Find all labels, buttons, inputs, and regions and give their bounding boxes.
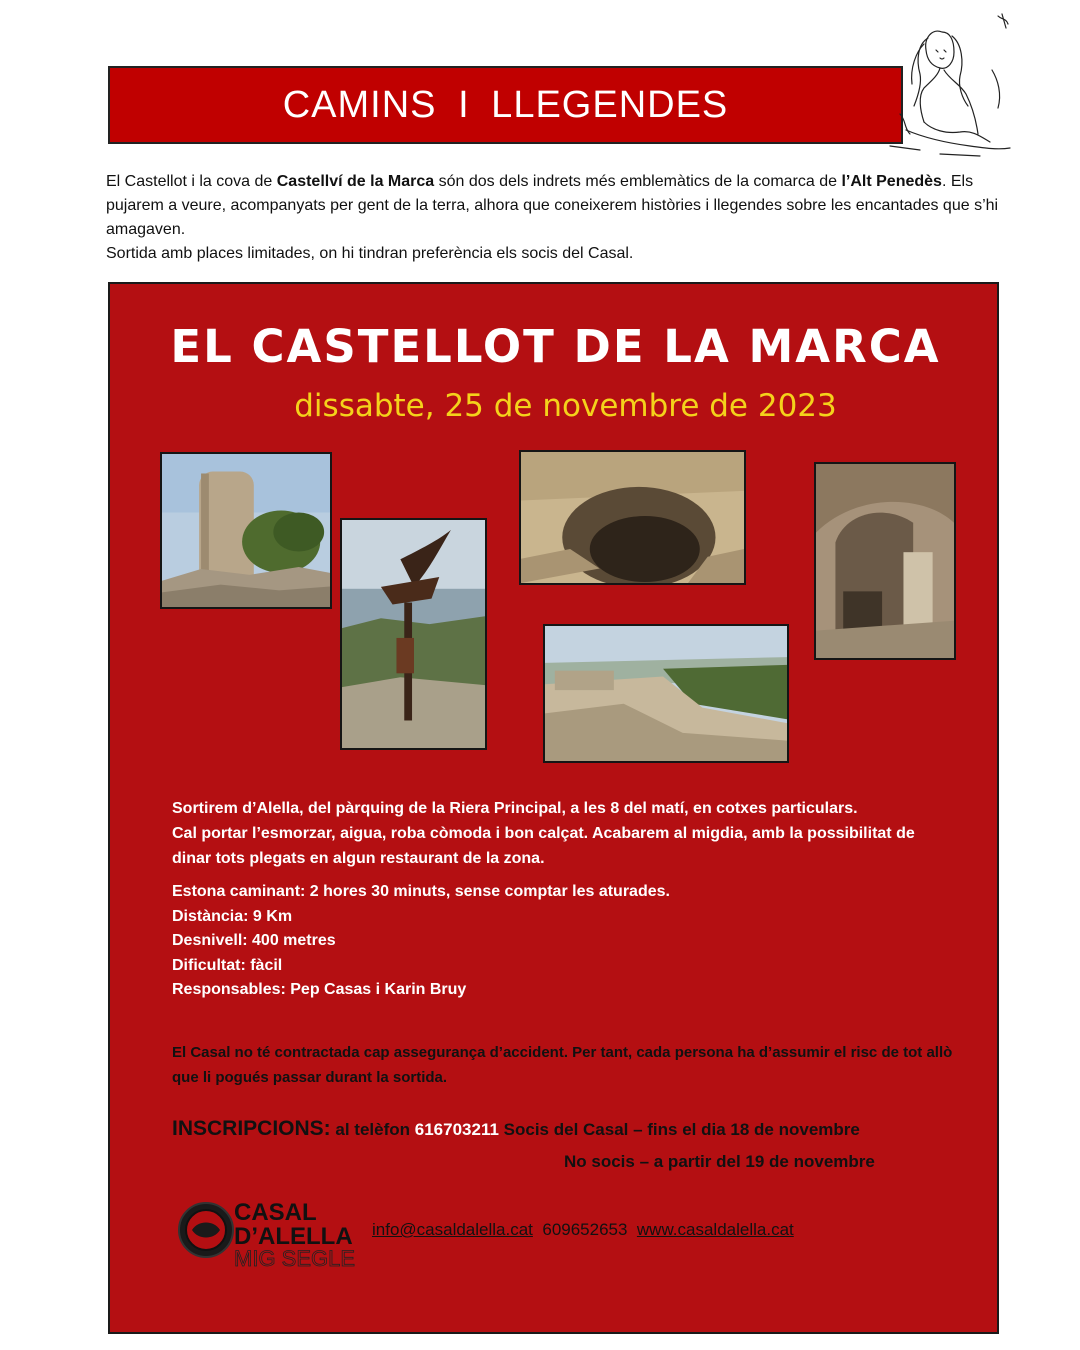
svg-text:MIG SEGLE: MIG SEGLE — [234, 1246, 356, 1270]
inscriptions-non-members: No socis – a partir del 19 de novembre — [564, 1152, 875, 1171]
detail-distance: Distància: 9 Km — [172, 907, 293, 925]
contact-email-link[interactable]: info@casaldalella.cat — [372, 1220, 533, 1239]
photo-interior — [814, 462, 956, 660]
excursion-stats — [172, 880, 962, 1003]
svg-text:D’ALELLA: D’ALELLA — [234, 1223, 353, 1250]
inscriptions-line: INSCRIPCIONS: al telèfon 616703211 Socis del Casal – fins el dia 18 de novembre — [172, 1117, 860, 1140]
photo-sculpture — [340, 518, 487, 750]
detail-elevation: Desnivell: 400 metres — [172, 932, 336, 949]
intro-paragraph: El Castellot i la cova de Castellví de la Marca són dos dels indrets més emblemàtics de la comarca de l’Alt Penedès. Els pujarem a veure, acompanyats per gent de la terra, alhora que coneixerem històries i llegendes sobre les encantades que s’hi amagaven. — [106, 173, 999, 238]
inscriptions-phone[interactable]: 616703211 — [414, 1120, 499, 1139]
casal-logo — [176, 1190, 356, 1270]
detail-departure: Sortirem d’Alella, del pàrquing de la Riera Principal, a les 8 del matí, en cotxes particulars. — [172, 800, 858, 817]
detail-lunch: dinar tots plegats en algun restaurant de la zona. — [172, 850, 545, 867]
intro-note: Sortida amb places limitades, on hi tindran preferència els socis del Casal. — [106, 245, 634, 262]
event-poster — [108, 282, 999, 1334]
encantada-sketch-illustration — [880, 10, 1020, 160]
photo-ruins — [543, 624, 789, 763]
header-banner — [108, 66, 903, 144]
contact-info — [372, 1220, 794, 1240]
photo-tower — [160, 452, 332, 609]
excursion-description — [172, 796, 962, 871]
intro-text — [106, 170, 1002, 266]
contact-phone: 609652653 — [542, 1220, 628, 1239]
contact-website-link[interactable]: www.casaldalella.cat — [636, 1220, 794, 1239]
inscriptions-label: INSCRIPCIONS: — [172, 1117, 331, 1140]
event-title: EL CASTELLOT DE LA MARCA — [170, 320, 941, 373]
page-title: CAMINS I LLEGENDES — [282, 83, 729, 126]
insurance-warning: El Casal no té contractada cap assegurança d’accident. Per tant, cada persona ha d’assumir el risc de tot allò que li pogués passar durant la sortida. — [172, 1044, 953, 1086]
detail-walking-time: Estona caminant: 2 hores 30 minuts, sense comptar les aturades. — [172, 883, 670, 900]
inscriptions-members: Socis del Casal – fins el dia 18 de novembre — [498, 1120, 860, 1139]
detail-equipment: Cal portar l’esmorzar, aigua, roba còmoda i bon calçat. Acabarem al migdia, amb la possibilitat de — [172, 825, 915, 842]
photo-cave — [519, 450, 746, 585]
detail-difficulty: Dificultat: fàcil — [172, 956, 283, 974]
detail-responsible: Responsables: Pep Casas i Karin Bruy — [172, 981, 467, 998]
event-date: dissabte, 25 de novembre de 2023 — [294, 388, 837, 424]
svg-text:CASAL: CASAL — [234, 1199, 317, 1226]
